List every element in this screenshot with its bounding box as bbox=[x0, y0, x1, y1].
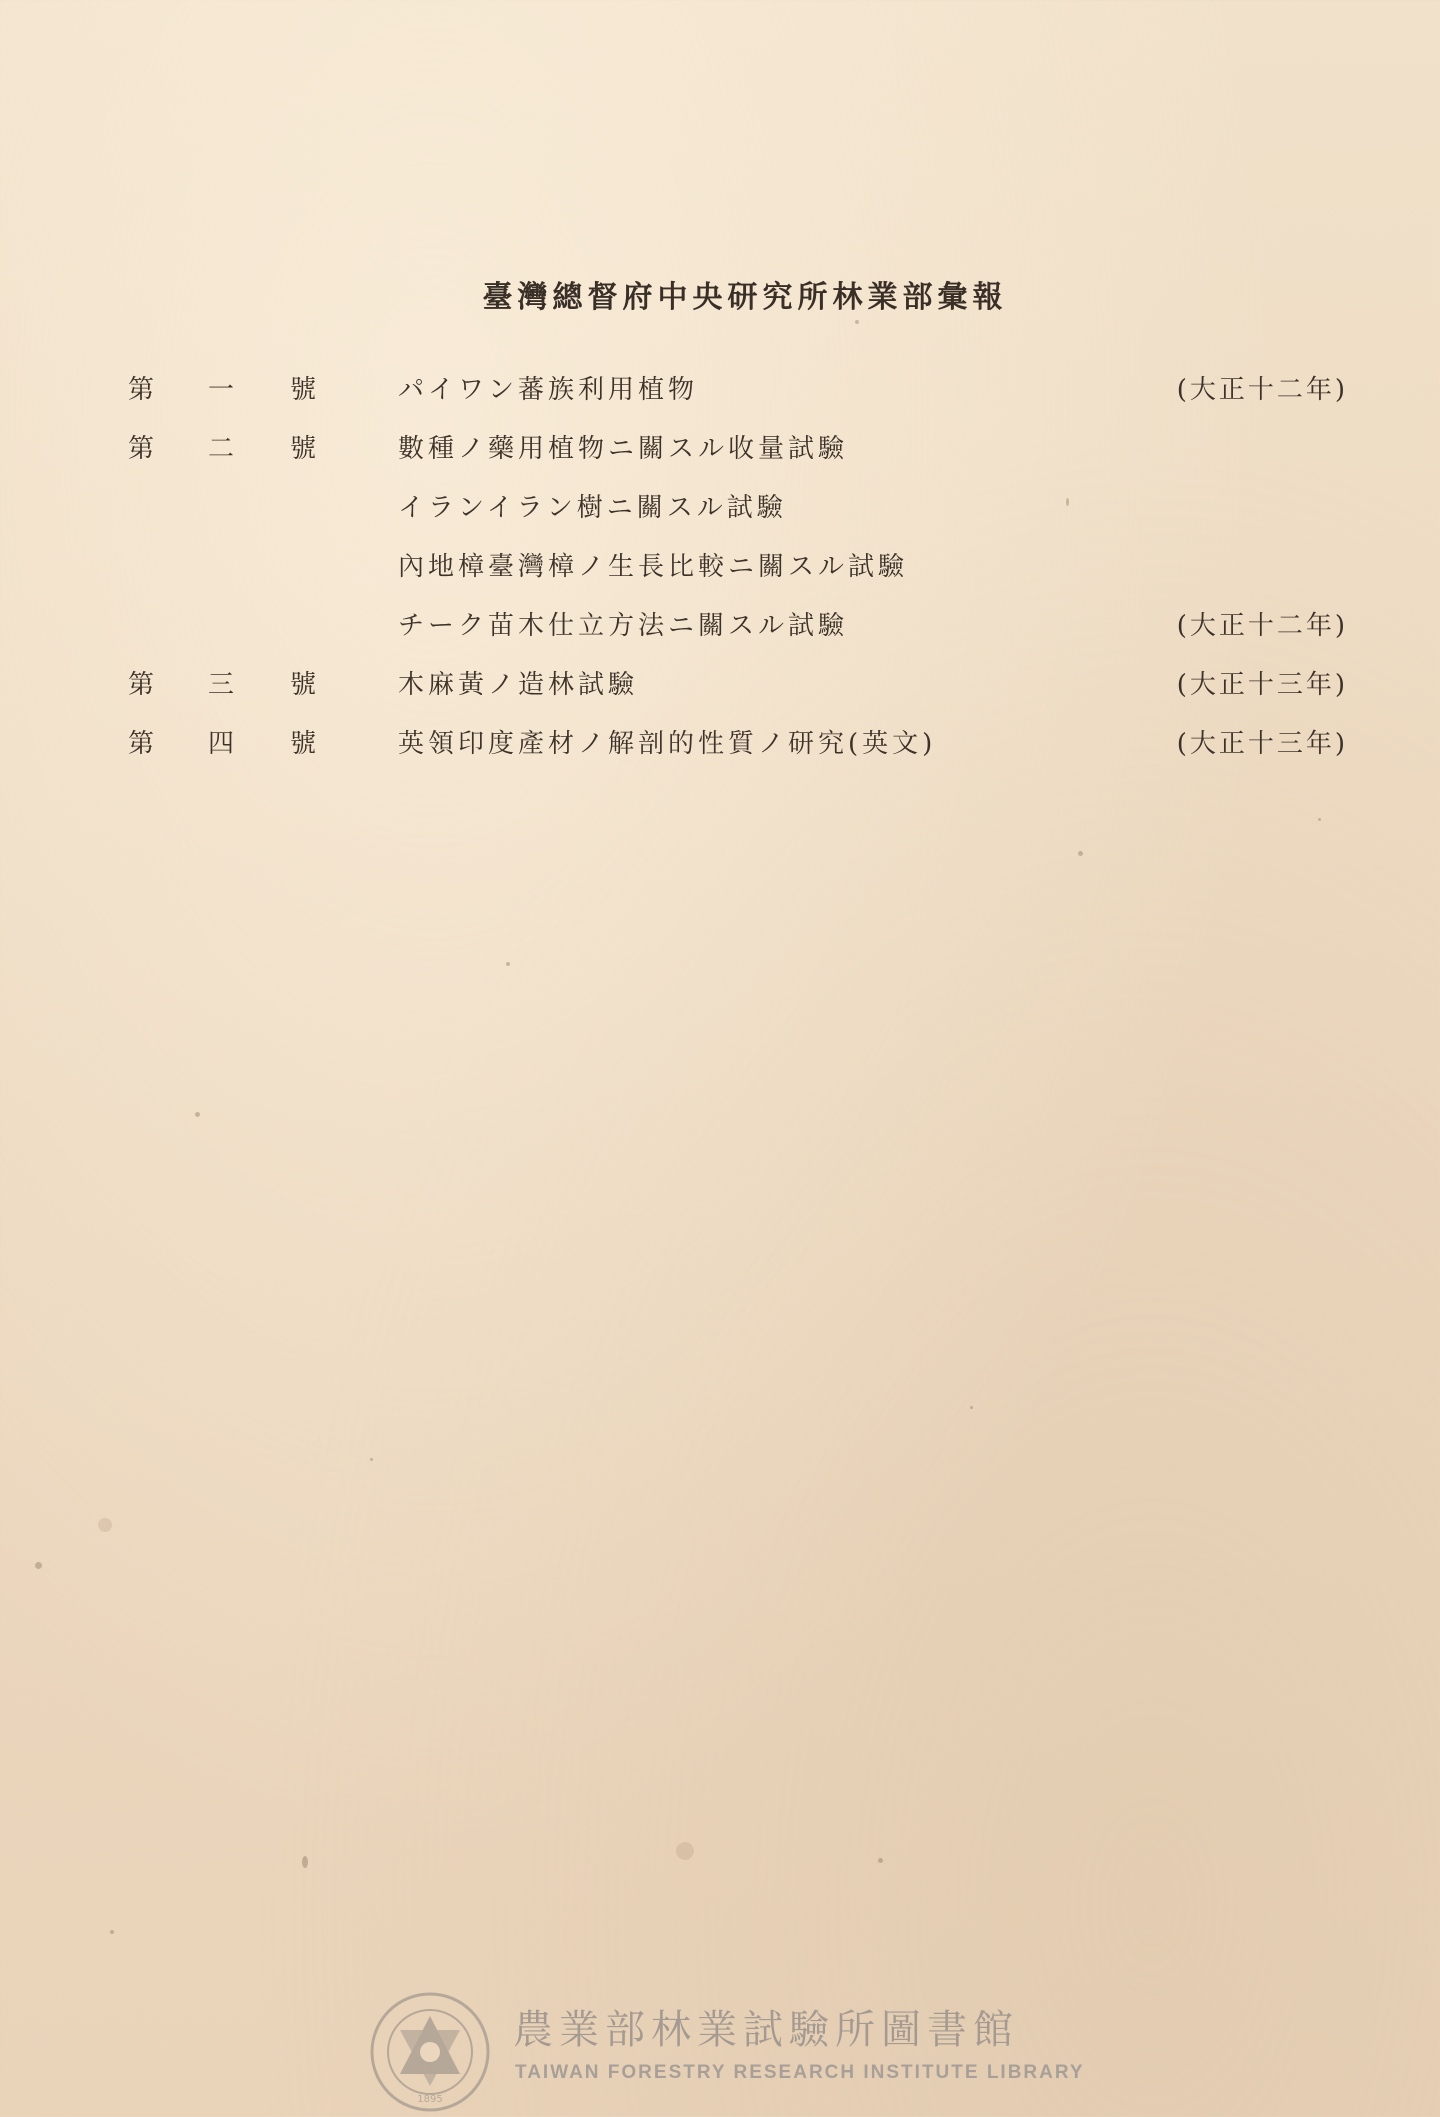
entry-title: チーク苗木仕立方法ニ關スル試驗 bbox=[398, 611, 849, 641]
paper-speck bbox=[302, 1856, 308, 1868]
issue-number-suffix: 號 bbox=[290, 375, 317, 405]
issue-number-prefix: 第 bbox=[128, 434, 155, 464]
entry-year: (大正十二年) bbox=[1176, 611, 1348, 641]
library-name-english: TAIWAN FORESTRY RESEARCH INSTITUTE LIBRARY bbox=[515, 2062, 1085, 2083]
paper-speck bbox=[195, 1112, 200, 1117]
paper-speck bbox=[35, 1562, 42, 1569]
paper-speck bbox=[878, 1858, 883, 1863]
library-name-chinese: 農業部林業試驗所圖書館 bbox=[513, 2007, 1019, 2053]
paper-speck bbox=[970, 1406, 973, 1409]
issue-number: 三 bbox=[208, 670, 235, 700]
issue-number-prefix: 第 bbox=[128, 670, 155, 700]
list-item bbox=[128, 606, 1348, 665]
paper-speck bbox=[1318, 818, 1321, 821]
paper-speck bbox=[855, 320, 859, 324]
paper-speck bbox=[110, 1930, 114, 1934]
issue-number: 二 bbox=[208, 434, 235, 464]
list-item bbox=[128, 665, 1348, 724]
entry-year: (大正十二年) bbox=[1176, 375, 1348, 405]
entry-title: イランイラン樹ニ關スル試驗 bbox=[398, 493, 787, 523]
list-item bbox=[128, 547, 1348, 606]
list-item bbox=[128, 488, 1348, 547]
paper-speck bbox=[1078, 851, 1083, 856]
list-item bbox=[128, 370, 1348, 429]
issue-number-prefix: 第 bbox=[128, 729, 155, 759]
library-watermark bbox=[368, 1990, 1088, 2110]
paper-speck bbox=[1066, 498, 1069, 506]
entry-title: パイワン蕃族利用植物 bbox=[398, 375, 699, 405]
entry-title: 木麻黃ノ造林試驗 bbox=[398, 670, 639, 700]
list-item bbox=[128, 429, 1348, 488]
entry-title: 英領印度產材ノ解剖的性質ノ研究(英文) bbox=[398, 729, 937, 759]
issue-number-suffix: 號 bbox=[290, 670, 317, 700]
entry-title: 內地樟臺灣樟ノ生長比較ニ關スル試驗 bbox=[398, 552, 909, 582]
issue-number-prefix: 第 bbox=[128, 375, 155, 405]
issue-number: 一 bbox=[208, 375, 235, 405]
list-item bbox=[128, 724, 1348, 783]
issue-number-suffix: 號 bbox=[290, 434, 317, 464]
entry-year: (大正十三年) bbox=[1176, 729, 1348, 759]
paper-speck bbox=[98, 1518, 112, 1532]
paper-speck bbox=[370, 1458, 373, 1461]
paper-speck bbox=[676, 1842, 694, 1860]
publication-list bbox=[128, 370, 1348, 783]
seal-year: 1895 bbox=[417, 2094, 443, 2105]
entry-title: 數種ノ藥用植物ニ關スル收量試驗 bbox=[398, 434, 849, 464]
issue-number-suffix: 號 bbox=[290, 729, 317, 759]
entry-year: (大正十三年) bbox=[1176, 670, 1348, 700]
library-seal-icon bbox=[368, 1990, 492, 2114]
issue-number: 四 bbox=[208, 729, 235, 759]
paper-speck bbox=[506, 962, 510, 966]
page-title: 臺灣總督府中央研究所林業部彙報 bbox=[482, 280, 1008, 315]
